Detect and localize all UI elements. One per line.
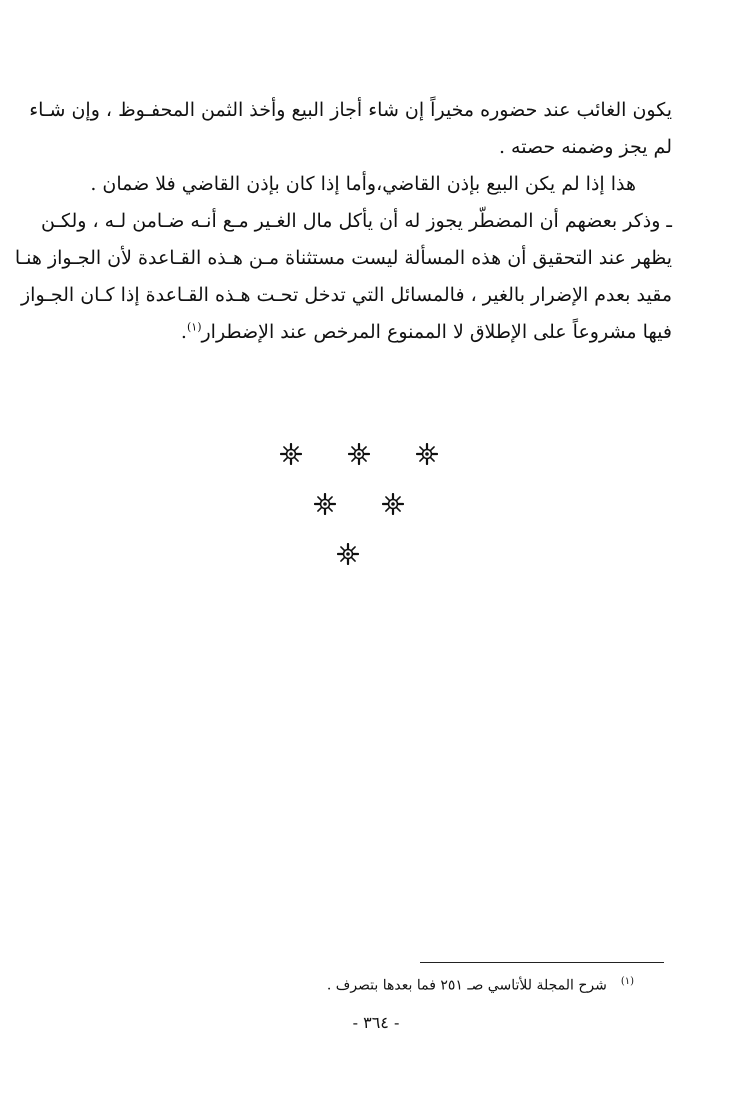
footnote-number: (١) [620, 976, 634, 987]
footnote-text: شرح المجلة للأتاسي صـ ٢٥١ فما بعدها بتصرف . [326, 977, 607, 994]
text-line: يظهر عند التحقيق أن هذه المسألة ليست مستثناة مـن هـذه القـاعدة لأن الجـواز هنـا [14, 247, 672, 269]
star-ornament-icon [348, 443, 370, 465]
page-number: - ٣٦٤ - [352, 1013, 400, 1032]
star-ornament-icon [416, 443, 438, 465]
star-ornament-icon [314, 493, 336, 515]
footnote-separator [420, 962, 664, 963]
text-line: لم يجز وضمنه حصته . [498, 136, 672, 158]
text-line: هذا إذا لم يكن البيع بإذن القاضي،وأما إذا كان بإذن القاضي فلا ضمان . [90, 173, 636, 195]
star-ornament-icon [382, 493, 404, 515]
footnote-reference: (١) [186, 320, 202, 334]
end-punctuation: . [180, 321, 187, 343]
text-line: ـ وذكر بعضهم أن المضطّر يجوز له أن يأكل مال الغـير مـع أنـه ضـامن لـه ، ولكـن [40, 210, 672, 232]
text-line-content: فيها مشروعاً على الإطلاق لا الممنوع المرخص عند الإضطرار [201, 321, 672, 343]
star-ornament-icon [280, 443, 302, 465]
paragraph-2 [50, 166, 672, 203]
main-text [14, 92, 672, 351]
paragraph-3 [14, 203, 672, 351]
text-line: مقيد بعدم الإضرار بالغير ، فالمسائل التي تدخل تحـت هـذه القـاعدة إذا كـان الجـواز [21, 284, 672, 306]
text-line [50, 314, 672, 351]
footnote [327, 976, 634, 994]
text-line: يكون الغائب عند حضوره مخيراً إن شاء أجاز البيع وأخذ الثمن المحفـوظ ، وإن شـاء [29, 99, 672, 121]
paragraph-1 [29, 92, 672, 166]
star-ornament-icon [337, 543, 359, 565]
